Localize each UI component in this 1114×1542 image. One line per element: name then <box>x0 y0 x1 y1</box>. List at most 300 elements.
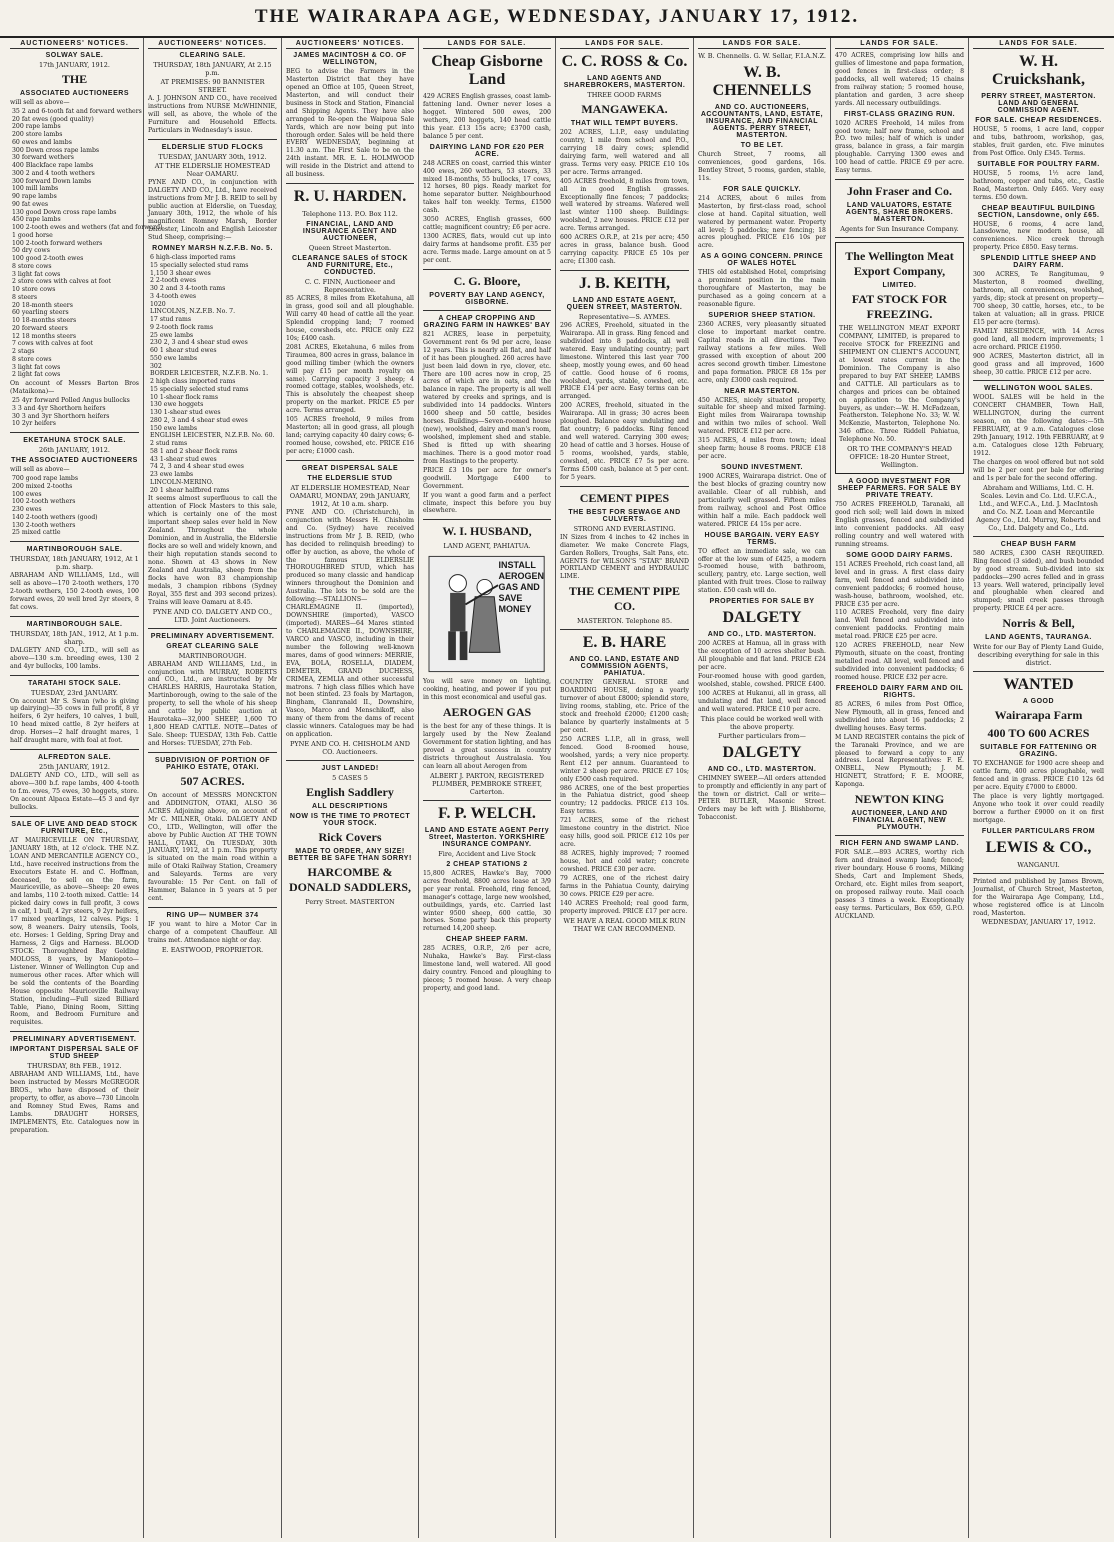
stock-list-item: 1020 <box>150 300 166 308</box>
ad-body-text: 250 ACRES L.I.P., all in grass, well fenced. Good 8-roomed house, woolshed, yards; a very nice property. Rent £12 per annum. Guaranteed to winter 2 sheep per acre. PRICE £7 10s; only £500 cash required. <box>560 735 689 783</box>
stock-list-item: 25 mixed cattle <box>12 529 61 537</box>
aerogen-illustration <box>429 554 544 674</box>
ad-body-text: HOUSE, 6 rooms, 4 acre land, Lansdowne, new modern house, all conveniences. Nice creek through property. Price £850. Easy terms. <box>973 220 1104 252</box>
stock-list-item: 30 2 and 3 4-tooth rams <box>150 285 226 293</box>
divider <box>973 380 1104 381</box>
ad-heading: THE BEST FOR SEWAGE AND CULVERTS. <box>568 508 681 523</box>
stock-list-item: 130 1-shear stud ewes <box>150 409 221 417</box>
stock-list <box>148 254 277 494</box>
ad-body-text: AT MAURICEVILLE ON THURSDAY, JANUARY 18th, at 12 o'clock. THE N.Z. LOAN AND MERCANTILE AGENCY CO., Ltd., have received instructions from the Executors Estate H. and C. Hoffman, deceased, to sell on the farm, Mauriceville, as above—Sheep: 20 ewes and lambs, 110 2-tooth mixed. Cattle: 14 picked dairy cows in full profit, 3 cows in calf, 1 bull, 4 2yr steers, 9 2yr heifers, 17 mixed yearlings, 12 calves. Pigs: 1 sow, 8 weaners. Dairy utensils, Tools, etc. Horses: 1 Gelding, Spring Dray and Harness, 2 Gigs and Harness. BLOOD STOCK: Thoroughbred Bay Gelding MOLOSS, 8 years, by Maniopoto—Listener. Winner of Wellington Cup and numerous other races. After which will be sold the contents of the Boarding House opposite Mauriceville Railway Station, including—Full sized Billiard Table, Piano, Dining Room, Sitting Room, and Bedroom Furniture and requisites. <box>10 836 139 1027</box>
stock-list-item: 50 dry cows <box>12 247 50 255</box>
stock-list-item: 700 good rape lambs <box>12 475 79 482</box>
stock-list-item: LINCOLN-MERINO. <box>150 478 214 486</box>
stock-list-item: 1,150 3 shear ewes <box>150 269 211 277</box>
ad-body-text: 88 ACRES, highly improved; 7 roomed house, hot and cold water; concrete cowshed. PRICE £30 per acre. <box>560 850 689 873</box>
ad-heading: ALFREDTON SALE. <box>37 754 112 762</box>
ad-subheading: Further particulars from— <box>718 731 806 740</box>
ad-heading: ELDERSLIE STUD FLOCKS <box>161 143 264 151</box>
ad-body-text: 214 ACRES, about 6 miles from Masterton, by first-class road, school close at hand. Capital situation, well watered by permanent water. Property all level; 5 paddocks; new fencing; 18 acres ploughed. PRICE £16 10s per acre. <box>698 194 826 250</box>
ad-body-text: 405 ACRES freehold, 8 miles from town, all in good English grasses. Exceptionally fine fences; 7 paddocks; well watered by streams. Watered well last winter 1100 sheep. Buildings: woolshed, 2 new houses. PRICE £12 per acre. Terms arranged. <box>560 177 689 233</box>
ad-body-text: On account Mr S. Swan (who is giving up dairying)—35 cows in full profit, 8 yr heifers, 6 2yr heifers, 10 calves, 1 bull, 10 head mixed cattle, 8 2yr heifers at drop. Horses—2 half draught mares, 1 half draught mare, with foal at foot. <box>10 697 139 745</box>
divider <box>10 616 139 617</box>
ad-body-text: PYNE AND CO., in conjunction with DALGETY AND CO., Ltd., have received instructions from Mr J. B. REID to sell by public auction at Elderslie, on Tuesday, January 30th, 1912, the whole of his magnificent Romney Marsh, Border Leicester, Lincoln and English Leicester Stud Sheep, comprising:— <box>148 178 277 242</box>
ad-display-subtitle: 400 TO 600 ACRES <box>987 726 1090 741</box>
ad-display-subtitle: C. G. Bloore, <box>453 273 521 288</box>
ad-heading: JUST LANDED! <box>321 765 379 773</box>
ad-body-text: 200 ACRES, freehold, situated in the Wairarapa. All in grass; 30 acres been ploughed. Balance easy undulating and flat country; 6 paddocks. Ring fenced and well watered. Carrying 300 ewes; 20 head of cattle and 3 horses. House of 5 rooms, woolshed, yards, stable, cowshed, etc. PRICE £7 5s per acre. Terms £500 cash, balance at 5 per cent. for 5 years. <box>560 402 689 481</box>
divider <box>973 671 1104 672</box>
ad-heading: RING UP— NUMBER 374 <box>166 912 259 919</box>
column-header: AUCTIONEERS' NOTICES. <box>10 40 139 49</box>
stock-list-item: 100 2-tooth ewes and wethers (fat and forward) <box>12 224 163 232</box>
ad-body-text: 15,800 ACRES, Hawke's Bay, 7000 acres freehold, 8800 acres lease at 3/9 per year rental. Freehold, ring fenced, manager's cottage, large new woolshed, outbuildings, yards, etc. Carried last winter 9500 sheep, 600 cattle, 30 horses. Some party back this property returned 14,200 sheep. <box>423 869 551 933</box>
ad-heading: NOW IS THE TIME TO PROTECT YOUR STOCK. <box>289 813 411 828</box>
stock-list-item: 200 store lambs <box>12 131 63 139</box>
ad-body-text: ABRAHAM AND WILLIAMS, Ltd., have been instructed by Messrs McGREGOR BROS., who have disposed of their property, to offer, as above—730 Lincoln and Romney Stud Ewes, Rams and Lambs. DRAUGHT HORSES, IMPLEMENTS, Etc. Catalogues now in preparation. <box>10 1071 139 1134</box>
column-header: AUCTIONEERS' NOTICES. <box>286 40 414 49</box>
ad-heading: SOLWAY SALE. <box>45 52 104 59</box>
ad-subheading: E. EASTWOOD, PROPRIETOR. <box>161 945 264 954</box>
ad-body-text: THIS old established Hotel, comprising a prominent position in the main thoroughfare of Masterton, may be purchased as a going concern at a reasonable figure. <box>698 269 826 309</box>
stock-list-item: 35 2 and 6-tooth fat and forward wethers <box>12 107 142 115</box>
divider <box>10 541 139 542</box>
ad-heading: RICH FERN AND SWAMP LAND. <box>839 840 960 848</box>
ad-body-text: 3050 ACRES, English grasses, 600 cattle; magnificent country; £6 per acre. <box>423 216 551 232</box>
column-header: LANDS FOR SALE. <box>973 40 1104 49</box>
ad-heading: PERRY STREET, MASTERTON. LAND AND GENERAL COMMISSION AGENT. <box>981 93 1096 114</box>
ad-body-text: will sell as above— <box>10 99 70 106</box>
stock-list-item: 7 cows with calves at foot <box>12 340 94 348</box>
ad-heading: DAIRYING LAND FOR £20 PER ACRE. <box>429 143 545 158</box>
divider <box>10 675 139 676</box>
ad-display-title: DALGETY <box>722 609 802 627</box>
ad-body-text: 315 ACRES, 4 miles from town; ideal sheep farm; house 8 rooms. PRICE £18 per acre. <box>698 437 826 461</box>
ad-heading: SUBDIVISION OF PORTION OF PAHIKO ESTATE, OTAKI. <box>154 756 271 771</box>
stock-list-item: 23 ewe lambs <box>150 471 194 479</box>
ad-heading: ASSOCIATED AUCTIONEERS <box>19 90 129 97</box>
ad-body-text: CHIMNEY SWEEP.—All orders attended to promptly and efficiently in any part of the town or district. Call or write— PETER BUTLER, Masonic Street. Orders may be left with J. Blishborne, Tobacconist. <box>698 774 826 822</box>
ad-heading: SUPERIOR SHEEP STATION. <box>708 312 816 319</box>
ad-subheading: 5 CASES 5 <box>332 774 368 783</box>
ad-heading: FINANCIAL, LAND AND INSURANCE AGENT AND AUCTIONEER, <box>302 221 398 243</box>
stock-list-item: 15 specially selected stud rams <box>150 385 249 393</box>
ad-body-text: 248 ACRES on coast, carried this winter 400 ewes, 260 wethers, 53 steers, 33 mixed 18-months, 55 bullocks, 17 cows, 12 horses, 80 pigs. Ready market for home separator butter. Neighbourhood takes half ton weekly. Terms, £1500 cash. <box>423 159 551 215</box>
ad-heading: LAND AGENTS, TAURANGA. <box>985 634 1092 642</box>
stock-list-item: LINCOLNS, N.Z.F.B. No. 7. <box>150 308 236 316</box>
ad-body-text: DALGETY AND CO., LTD., will sell as above—300 b.f. rape lambs, 400 4-tooth to f.m. ewes, 75 ewes, 30 hoggets, store. On account Alpaca Estate—45 3 and 4yr bullocks. <box>10 772 139 811</box>
stock-list-item: 20 fat ewes (good quality) <box>12 115 94 123</box>
stock-list-item: 6 high-class imported rams <box>150 254 236 262</box>
ad-display-title: E. B. HARE <box>582 634 667 652</box>
ad-subheading: AT PREMISES: 90 BANNISTER STREET. <box>160 78 265 94</box>
stock-list-item: 230 2, 3 and 4 shear stud ewes <box>150 339 248 347</box>
ad-subheading: WEDNESDAY, JANUARY 17, 1912. <box>981 918 1096 927</box>
stock-list-item: 450 rape lambs <box>12 216 61 224</box>
ad-body-text: 105 ACRES freehold, 9 miles from Masterton; all in good grass, all plough land; carrying capacity 40 dairy cows; 6-roomed house, cowshed, etc. PRICE £16 per acre; £1000 cash. <box>286 416 414 455</box>
ad-body-text: ABRAHAM AND WILLIAMS, Ltd., will sell as above—170 2-tooth wethers, 170 2-tooth wethers, 150 2-tooth ewes, 100 forward ewes, 20 well bred 2yr steers, 8 fat cows. <box>10 572 139 611</box>
divider <box>10 1031 139 1032</box>
ad-heading: CHEAP BUSH FARM <box>1000 540 1077 548</box>
stock-list-item: 17 stud rams <box>150 316 192 324</box>
column-7 <box>831 38 969 1538</box>
ad-heading: LAND AGENTS AND SHAREBROKERS, MASTERTON. <box>563 75 686 89</box>
stock-list-item: 2 stud rams <box>150 440 188 448</box>
ad-subheading: OR TO THE COMPANY'S HEAD OFFICE: 18-20 Hunter Street, Wellington. <box>847 445 952 470</box>
ad-heading: PRELIMINARY ADVERTISEMENT. <box>12 1036 137 1044</box>
ad-body-text: Printed and published by James Brown, Journalist, of Church Street, Masterton, for the Wairarapa Age Company, Ltd., whose registered office is at Lincoln road, Masterton. <box>973 877 1104 917</box>
ad-subheading: Abraham and Williams, Ltd. C. H. Scales. Levin and Co. Ltd. U.F.C.A., Ltd., and W.F.C.A., Ltd. J. MacIntosh and Co. N.Z. Loan and Mercantile Agency Co., Ltd. Murray, Roberts and Co., Ltd. Dalgety and Co., Ltd. <box>976 483 1101 532</box>
ad-display-subtitle: CEMENT PIPES <box>579 490 670 505</box>
ad-heading: CHEAP SHEEP FARM. <box>445 936 529 944</box>
ad-heading: LIMITED. <box>882 282 917 290</box>
ad-heading: CLEARING SALE. <box>179 52 246 59</box>
stock-list-item: 2 stags <box>12 348 35 356</box>
ad-display-title: LEWIS & CO., <box>985 838 1092 856</box>
ad-display-subtitle: THE <box>61 72 88 86</box>
ad-display-title: W. H. Cruickshank, <box>992 53 1085 88</box>
divider <box>973 873 1104 874</box>
divider <box>835 237 964 238</box>
ad-display-title: W. B. CHENNELLS <box>712 64 812 99</box>
ad-body-text: is the best for any of these things. It is largely used by the New Zealand Government for station lighting, and has proved a great success in country districts throughout Australasia. You can learn all about Aerogen from <box>423 723 551 770</box>
ad-body-text: 450 ACRES, nicely situated property, suitable for sheep and mixed farming. Eight miles from Wairarapa township and within two miles of school. Well watered. PRICE £12 per acre. <box>698 396 826 436</box>
ad-subheading: LAND AGENT, PAHIATUA. <box>443 542 531 551</box>
ad-heading: SPLENDID LITTLE SHEEP AND DAIRY FARM. <box>980 255 1097 270</box>
stock-list-item: 550 ewe lambs <box>150 354 198 362</box>
stock-list-item: 3 light fat cows <box>12 363 61 371</box>
stock-list-item: 302 <box>150 362 162 370</box>
stock-list-item: 200 rape lambs <box>12 123 61 131</box>
ad-subheading: PYNE AND CO. H. CHISHOLM AND CO. Auctioneers. <box>290 740 410 757</box>
ad-subheading: AT ELDERSLIE HOMESTEAD, Near OAMARU, MONDAY, 29th JANUARY, 1912, At 10 a.m. sharp. <box>289 483 411 508</box>
ad-heading: AND CO., LTD. MASTERTON. <box>707 631 817 639</box>
ad-display-subtitle: W. I. HUSBAND, <box>442 524 532 539</box>
ad-heading: LAND VALUATORS, ESTATE AGENTS, SHARE BROKERS. MASTERTON. <box>845 202 954 224</box>
ad-body-text: 110 ACRES Freehold, very fine dairy land. Well fenced and subdivided into convenient paddocks. Fronting main metal road. PRICE £25 per acre. <box>835 609 964 641</box>
ad-heading: CHEAP BEAUTIFUL BUILDING SECTION, Lansdowne, only £65. <box>977 204 1100 219</box>
ad-body-text: 821 ACRES, lease in perpetuity, Government rent 6s 9d per acre, lease 12 years. This is nearly all flat, and half of it has been ploughed. 260 acres have just been laid down in rye, clover, etc. There are 100 acres now in crop, 25 acres of which are in oats, and the balance in rape. The property is all well watered by creeks and springs, and is subdivided into 14 paddocks. Winters 1600 sheep and 50 cattle, besides horses. Buildings—Seven-roomed house (new), woolshed, dairy and man's room, woolshed, implement shed and stable. Shed is fitted up with shearing machines. There is a good motor road from Hastings to the property. <box>423 330 551 465</box>
stock-list-item: 10 2yr heifers <box>12 420 56 428</box>
stock-list-item: 15 specially selected stud rams <box>150 261 249 269</box>
stock-list-item: 100 mill lambs <box>12 185 59 193</box>
columns-container <box>6 38 1108 1538</box>
ad-display-subtitle: English Saddlery <box>306 785 394 800</box>
ad-body-text: 900 ACRES, Masterton district, all in good grass and all improved, 1600 sheep, 30 cattle. PRICE £12 per acre. <box>973 352 1104 376</box>
ad-display-title: F. P. WELCH. <box>438 804 536 822</box>
ad-heading: THE ELDERSLIE STUD <box>307 474 393 482</box>
ad-heading: A CHEAP CROPPING AND GRAZING FARM IN HAWKES' BAY <box>423 314 551 329</box>
ad-heading: ALL DESCRIPTIONS <box>312 803 388 811</box>
masthead <box>0 0 1114 38</box>
ad-display-subtitle: Rick Covers <box>318 830 382 845</box>
ad-body-text: 1020 ACRES Freehold, 14 miles from good town; half new frame, school and P.O. two miles; half of which is under grass, balance in grass, a fair margin ploughable. Carrying 1300 ewes and 100 head of cattle. PRICE £9 per acre. Easy terms. <box>835 119 964 175</box>
ad-body-text: 470 ACRES, comprising low hills and gullies of limestone and papa formation, good fences in first-class order; 8 paddocks, all well watered; 15 chains from railway station; 5 roomed house, plantation and garden, 3 acre sheep yards. All necessary outbuildings. <box>835 52 964 107</box>
stock-list-item: 58 1 and 2 shear flock rams <box>150 447 238 455</box>
ad-heading: SOUND INVESTMENT. <box>720 464 803 471</box>
stock-list-item: 100 ewes <box>12 490 42 498</box>
ad-body-text: HOUSE, 5 rooms, 1 acre land, copper and tubs, bathroom, workshop, gas, stables, fruit garden, etc. Five minutes from Post Office. Only £345. Terms. <box>973 126 1104 157</box>
ad-body-text: will sell as above— <box>10 466 70 474</box>
ad-subheading: ALBERT J. PARTON, REGISTERED PLUMBER, PEMBROKE STREET, Carterton. <box>429 771 545 796</box>
stock-list-item: 3 4-tooth ewes <box>150 292 197 300</box>
ad-display-subtitle: Wairarapa Farm <box>994 708 1083 723</box>
ad-subheading: W. B. Chennells. G. W. Sellar, F.I.A.N.Z. <box>698 52 826 60</box>
stock-list-item: 1 good horse <box>12 231 53 239</box>
stock-list-item: 20 forward steers <box>12 324 68 332</box>
stock-list-item: 20 1 shear halfbred rams <box>150 486 230 494</box>
ad-body-text: 429 ACRES English grasses, coast lamb-fattening land. Owner never loses a hogget. Wintered 500 ewes, 200 wethers, 200 hoggets, 140 head cattle this year. £13 15s acre; £3700 cash, balance 5 per cent. <box>423 93 551 140</box>
ad-subheading: 17th JANUARY, 1912. <box>39 61 110 69</box>
column-header: LANDS FOR SALE. <box>560 40 689 49</box>
ad-body-text: 2360 ACRES, very pleasantly situated close to important market centre. Capital roads in all directions. Two railway stations a few miles. Well grassed with exception of about 200 acres second growth timber. Limestone and papa formation. PRICE £8 15s per acre, only £3000 cash required. <box>698 321 826 384</box>
ad-body-text: M LAND REGISTER contains the pick of the Taranaki Province, and we are pleased to forward a copy to any address. Local Representatives: F. E. ONBELL, New Plymouth; J. M. HIGNETT, Stratford; F. E. MOORE, Kaponga. <box>835 733 964 789</box>
stock-list-item: 43 1-shear stud ewes <box>150 455 217 463</box>
ad-body-text: Church Street, 7 rooms, all conveniences, good gardens, 16s. Bentley Street, 5 rooms, garden, stable, 11s. <box>698 151 826 182</box>
divider <box>423 269 551 270</box>
column-header: LANDS FOR SALE. <box>698 40 826 49</box>
ad-heading: POVERTY BAY LAND AGENCY, GISBORNE. <box>429 291 545 306</box>
column-2 <box>144 38 282 1538</box>
stock-list-item: 130 ewe hoggets <box>150 401 204 409</box>
divider <box>10 816 139 817</box>
divider <box>973 536 1104 537</box>
divider <box>148 628 277 629</box>
divider <box>423 519 551 520</box>
column-8 <box>969 38 1108 1538</box>
stock-list-item: 150 ewe lambs <box>150 424 198 432</box>
ad-body-text: 721 ACRES, some of the richest limestone country in the district. Nice easy hills, good soil. PRICE £12 10s per acre. <box>560 817 689 849</box>
ad-body-text: It seems almost superfluous to call the attention of Flock Masters to this sale, which is certainly one of the most important sheep sales ever held in New Zealand. Throughout the whole Dominion, and in Australia, the Elderslie flocks are so well and widely known, and their high reputation stands second to none. Shown at 43 shows in New Zealand and Australia, sheep from the flocks have won 83 championship medals, 3 champion ribbons (Sydney Royal, 355 first and 393 second prizes). Trains will leave Oamaru at 8.45. <box>148 495 277 606</box>
ad-heading: EKETAHUNA STOCK SALE. <box>23 437 126 445</box>
ad-heading: ROMNEY MARSH N.Z.F.B. No. 5. <box>152 245 273 253</box>
stock-list-item: 9 2-tooth flock rams <box>150 323 214 331</box>
column-3 <box>282 38 419 1538</box>
stock-list-item: 8 steers <box>12 293 38 301</box>
ad-subheading: THREE GOOD FARMS <box>587 91 662 99</box>
ad-display-title: R. U. HARDEN. <box>293 188 407 206</box>
ad-body-text: 580 ACRES, £300 CASH REQUIRED. Ring fenced (3 sided), and bush bounded by good stream. Sub-divided into six paddocks—290 acres felled and in grass 13 years. Well watered, principally level and ploughable when cleared and stumped; small creek passes through property. PRICE £4 per acre. <box>973 549 1104 613</box>
stock-list-item: 230 ewes <box>12 506 42 513</box>
ad-subheading: STRONG AND EVERLASTING. <box>573 524 676 533</box>
aerogen-caption: INSTALL AEROGEN GAS AND SAVE MONEY <box>498 560 545 614</box>
stock-list-item: 100 2-tooth wethers <box>12 498 76 506</box>
divider <box>560 270 689 271</box>
stock-list-item: 60 1 shear stud ewes <box>150 347 217 355</box>
stock-list-item: 90 fat ewes <box>12 200 49 208</box>
ad-body-text: Four-roomed house with good garden, woolshed, stable, cowshed. PRICE £400. <box>698 672 826 688</box>
ad-body-text: On account of MESSRS MONCKTON and ADDINGTON, OTAKI, ALSO 36 ACRES Adjoining above, on account of Mr C. MILNER, Otaki. DALGETY AND CO., LTD., Wellington, will offer the above by Public Auction AT THE TOWN HALL, OTAKI, On TUESDAY, 30th JANUARY, 1912, at 1 p.m. This property is situated on the main road within a mile of Otaki Railway Station, Creamery and Saleyards. Terms are very favourable: 15 Per Cent. on fall of Hammer, Balance in 5 years at 5 per cent. <box>148 791 277 903</box>
ad-heading: AND CO. LAND, ESTATE AND COMMISSION AGENTS, PAHIATUA. <box>569 656 680 678</box>
ad-subheading: Perry Street. MASTERTON <box>305 898 395 907</box>
column-5 <box>556 38 694 1538</box>
ad-body-text: WOOL SALES will be held in the CONCERT CHAMBER, Town Hall, WELLINGTON, during the current season, on the following dates:—5th FEBRUARY, at 9 a.m. Catalogues close 29th January, 1912. 19th FEBRUARY, at 9 a.m. Catalogues close 12th February, 1912. <box>973 394 1104 457</box>
stock-list-item: 100 2-tooth forward wethers <box>12 239 103 247</box>
ad-body-text: 1900 ACRES, Wairarapa district. One of the best blocks of grazing country now available. Clear of all rubbish, and particularly well grassed. Fifteen miles from railway, school and Post Office within half a mile. Each paddock well watered. PRICE £4 15s per acre. <box>698 473 826 528</box>
ad-display-subtitle: The Wellington Meat Export Company, <box>845 249 954 279</box>
stock-list-item: 8 store cows <box>12 262 52 270</box>
divider <box>835 179 964 180</box>
ad-display-title: J. B. KEITH, <box>578 274 671 292</box>
ad-body-text: FOR SALE.—893 ACRES, worthy rich fern and drained swamp land; fenced; river boundary. House 6 rooms, Milking Sheds, Cart and Implement Sheds, Orchard, etc. Eight miles from seaport, on proposed railway route. Mail coach passes 3 times a week. Exceptionally easy terms. Particulars, Box 659, G.P.O. AUCKLAND. <box>835 849 964 920</box>
ad-display-subtitle: AEROGEN GAS <box>442 705 532 720</box>
ad-heading: AS A GOING CONCERN. PRINCE OF WALES HOTEL <box>700 253 824 268</box>
ad-heading: FREEHOLD DAIRY FARM AND OIL RIGHTS. <box>835 684 964 699</box>
ad-heading: GREAT DISPERSAL SALE <box>301 464 399 472</box>
ad-heading: AUCTIONEER, LAND AND FINANCIAL AGENT, NEW PLYMOUTH. <box>851 810 948 832</box>
ad-subheading: Queen Street Masterton. <box>308 244 392 253</box>
stock-list-item: 74 2, 3 and 4 shear stud ewes <box>150 463 244 471</box>
stock-list-item: 140 2-tooth wethers (good) <box>12 513 98 521</box>
ad-heading: SUITABLE FOR FATTENING OR GRAZING. <box>979 744 1098 759</box>
newspaper-title: THE WAIRARAPA AGE, WEDNESDAY, JANUARY 17, 1912. <box>254 6 860 27</box>
ad-subheading: Write for our Bay of Plenty Land Guide, describing everything for sale in this district. <box>973 643 1104 668</box>
ad-body-text: You will save money on lighting, cooking, heating, and power if you put in this most economical and useful gas. <box>423 678 551 702</box>
ad-heading: HOUSE BARGAIN. VERY EASY TERMS. <box>704 531 820 546</box>
ad-heading: A GOOD INVESTMENT FOR SHEEP FARMERS. FOR SALE BY PRIVATE TREATY. <box>837 478 962 500</box>
ad-heading: SOME GOOD DAIRY FARMS. <box>846 551 953 559</box>
stock-list-item: 2 2-tooth ewes <box>150 277 197 285</box>
ad-display-subtitle: MANGAWEKA. <box>581 102 668 116</box>
stock-list-item: 20 18-month steers <box>12 301 73 309</box>
divider <box>286 183 414 184</box>
divider <box>560 486 689 487</box>
ad-heading: WELLINGTON WOOL SALES. <box>984 385 1093 393</box>
ad-body-text: IN Sizes from 4 inches to 42 inches in diameter. We make Concrete Flags, Garden Rollers, Troughs, Salt Pans, etc. AGENTS for WILSON'S "STAR" BRAND PORTLAND CEMENT and HYDRAULIC LIME. <box>560 533 689 581</box>
ad-heading: MARTINBOROUGH SALE. <box>26 546 123 553</box>
divider <box>10 432 139 433</box>
stock-list-item: 400 Blackface rape lambs <box>12 162 94 170</box>
stock-list-item: 25 4yr forward Polled Angus bullocks <box>12 397 130 405</box>
ad-display-subtitle: FAT STOCK FOR FREEZING. <box>851 292 948 322</box>
ad-body-text: 1300 ACRES, flats, would cut up into dairy farms at handsome profit. £35 per acre. Terms made. Large amount on at 5 per cent. <box>423 233 551 264</box>
ad-subheading: THURSDAY, 8th FEB., 1912. <box>27 1062 122 1071</box>
ad-subheading: This place could be worked well with the above property. <box>700 714 824 731</box>
ad-heading: LAND AND ESTATE AGENT Perry Street, Masterton. YORKSHIRE INSURANCE COMPANY. <box>424 826 550 848</box>
ad-heading: NEAR MASTERTON. <box>724 387 800 395</box>
ad-subheading: AT THE ELDERSLIE HOMESTEAD Near OAMARU. <box>154 161 271 178</box>
ad-body-text: PRICE £3 10s per acre for owner's goodwill. Mortgage £400 to Government. <box>423 466 551 490</box>
divider <box>148 752 277 753</box>
ad-subheading: Representative—S. AYMES. <box>578 312 671 321</box>
stock-list-item: 25 ewe lambs <box>150 331 194 339</box>
ad-body-text: ABRAHAM AND WILLIAMS, Ltd., in conjunction with MURRAY, ROBERTS and CO., Ltd., are instructed by Mr CHARLES HARRIS, Haurotaka Station, Martinborough, owing to the sale of the property, to sell the whole of his sheep and cattle by public auction at Haurotaka—32,000 SHEEP, 1,600 TO 1,800 HEAD CATTLE. NOTE—Dates of Sale. Sheep: TUESDAY, 13th Feb. Cattle and Horses: TUESDAY, 27th Feb. <box>148 660 277 747</box>
ad-display-title: DALGETY <box>722 743 802 761</box>
ad-display-title: Cheap Gisborne Land <box>431 53 543 88</box>
stock-list-item: 2 store cows with calves at foot <box>12 278 112 286</box>
ad-body-text: 151 ACRES Freehold, rich coast land, all level and in grass. A first class dairy farm, well fenced and subdivided into convenient paddocks; 6 roomed house, wash-house, bathroom, woolshed, etc. PRICE £35 per acre. <box>835 560 964 608</box>
ad-body-text: 100 ACRES at Hukanui, all in grass, all undulating and flat land, well fenced and well watered. PRICE £10 per acre. <box>698 689 826 713</box>
ad-body-text: 140 ACRES Freehold; real good farm, property improved. PRICE £17 per acre. <box>560 899 689 915</box>
ad-heading: THE ASSOCIATED AUCTIONEERS <box>11 457 138 465</box>
column-6 <box>694 38 831 1538</box>
ad-display-subtitle: Norris & Bell, <box>1002 616 1075 631</box>
ad-body-text: The place is very lightly mortgaged. Anyone who took it over could readily borrow a further £9000 on it on first mortgage. <box>973 793 1104 824</box>
stock-list-item: 90 rape lambs <box>12 193 57 201</box>
ad-body-text: 750 ACRES FREEHOLD, Taranaki, all good rich soil; well laid down in mixed English grasses, fenced and subdivided into convenient paddocks. All easy rolling country and well watered with running streams. <box>835 501 964 548</box>
stock-list-item: 100 good 2-tooth ewes <box>12 255 84 263</box>
stock-list-item: 30 forward wethers <box>12 154 74 162</box>
ad-subheading: 25th JANUARY, 1912. <box>39 763 110 772</box>
ad-display-title: C. C. ROSS & Co. <box>561 53 688 70</box>
ad-body-text: A. J. JOHNSON AND CO., have received instructions from NURSE McWHINNIE, will sell, as above, the whole of the Furniture and Household Effects. Particulars in Wednesday's issue. <box>148 95 277 134</box>
stock-list-item: 200 mixed 2-tooths <box>12 482 73 490</box>
ad-subheading: MARTINBOROUGH. <box>178 651 247 660</box>
stock-list-item: 130 2-tooth wethers <box>12 521 76 529</box>
stock-list-item: 10 store cows <box>12 286 56 294</box>
ad-display-subtitle: THE CEMENT PIPE CO. <box>568 584 681 614</box>
ad-body-text: On account of Messrs Barton Bros (Mataikona)— <box>10 380 139 396</box>
ad-body-text: 600 ACRES O.R.P., at 21s per acre; 450 acres in grass, balance bush. Good carrying capacity. PRICE £5 10s per acre; £1300 cash. <box>560 234 689 265</box>
ad-body-text: PYNE AND CO. (Christchurch), in conjunction with Messrs H. Chisholm and Co. (Sydney) have received instructions from Mr J. B. REID, (who has decided to relinquish breeding) to offer by auction, as above, the whole of the famous ELDERSLIE THOROUGHBRED STUD, which has produced so many classic and handicap winners throughout the Dominion and Australia. The lots to be sold are the following:—STALLIONS—CHARLEMAGNE II. (imported), DOWNSHIRE (imported), VASCO (imported). MARES—64 Mares stinted to CHARLEMAGNE II., DOWNSHIRE, VARCO and VASCO, including in their number the following well-known mares, dams of good winners: MERRIE, EVA, BOLA, ROSELLA, DIADEM, DEMETER, GRAND DUCHESS, CRIMEA, ZEMLIA and other successful matrons. 7 high class fillies which have not been stinted. 23 foals by Martagon, Bingham, Clanranald II., Downshire, Vasco, Marco and Menschikoff, also many of them from the dams of recent classic winners. Catalogues may be had on application. <box>286 508 414 739</box>
ad-heading: LAND AND ESTATE AGENT, QUEEN STREET, MASTERTON. <box>566 296 683 311</box>
ad-heading: THAT WILL TEMPT BUYERS. <box>570 120 679 127</box>
divider <box>286 760 414 761</box>
ad-heading: GREAT CLEARING SALE <box>166 642 259 650</box>
stock-list-item: ENGLISH LEICESTER, N.Z.F.B. No. 60. <box>150 432 275 440</box>
ad-body-text: TO EXCHANGE for 1900 acre sheep and cattle farm, 400 acres ploughable, well fenced and in grass. PRICE £10 12s 6d per acre. Equity £7000 to £8000. <box>973 760 1104 792</box>
stock-list-item: 2 light fat cows <box>12 371 61 379</box>
ad-heading: JAMES MACINTOSH & CO. OF WELLINGTON, <box>293 52 407 66</box>
divider <box>835 835 964 836</box>
stock-list-item: 12 18 months steers <box>12 332 76 340</box>
ad-heading: A GOOD <box>1022 698 1055 706</box>
ad-heading: FOR SALE QUICKLY. <box>723 185 801 193</box>
stock-list-item: 10 1-shear flock rams <box>150 393 219 401</box>
ad-subheading: THURSDAY, 18th JANUARY, At 2.15 p.m. <box>153 61 272 77</box>
stock-list-item: 130 good Down cross rape lambs <box>12 208 117 216</box>
divider <box>10 749 139 750</box>
ad-body-text: 296 ACRES, Freehold, situated in the Wairarapa. All in grass. Ring fenced and subdivided into 8 paddocks, all well watered. Easy undulating country; part limestone. Wintered this last year 700 sheep, mostly young ewes, and 60 head of cattle. Good house of 6 rooms, woolshed, yards, stable, cowshed, etc. PRICE £14 per acre. Easy terms can be arranged. <box>560 321 689 401</box>
ad-body-text: 300 ACRES, Te Rangitumau, 9 Masterton, 8 roomed dwelling, bathroom, all conveniences, woolshed, yards, dip; stock at present on property—700 sheep, 30 cattle, horses, etc., to be taken at valuation; all in grass. PRICE £15 per acre (terms). <box>973 271 1104 326</box>
ad-display-subtitle: HARCOMBE & DONALD SADDLERS, <box>288 865 412 895</box>
ad-body-text: 85 ACRES, 8 miles from Eketahuna, all in grass, good soil and all ploughable. Will carry 40 head of cattle all the year. Splendid cropping land; 7 roomed house, cowsheds, etc. PRICE only £22 10s; £400 cash. <box>286 295 414 342</box>
ad-body-text: DALGETY AND CO., LTD., will sell as above—130 s.m. breeding ewes, 130 2 and 4yr bullocks, 100 lambs. <box>10 646 139 670</box>
ad-body-text: TO effect an immediate sale, we can offer at the low sum of £425, a modern 5-roomed house, with bathroom, scullery, pantry, etc. Large section, well planted with fruit trees. Close to railway station. £50 cash will do. <box>698 547 826 595</box>
ad-heading: FOR SALE. CHEAP RESIDENCES. <box>975 117 1102 124</box>
stock-list-item: 60 ewes and lambs <box>12 138 72 146</box>
ad-body-text: 285 ACRES, O.R.P., 2/6 per acre, Nuhaka, Hawke's Bay. First-class limestone land, well watered. All good dairy country. Fenced and ploughing to pieces; 5 roomed house. A very cheap property, and good land. <box>423 945 551 992</box>
column-4 <box>419 38 556 1538</box>
divider <box>286 460 414 461</box>
stock-list <box>10 475 139 537</box>
ad-heading: PROPERTIES FOR SALE BY <box>709 598 815 606</box>
ad-display-subtitle: John Fraser and Co. <box>846 184 953 199</box>
ad-heading: SALE OF LIVE AND DEAD STOCK FURNITURE, Etc., <box>11 820 138 835</box>
ad-heading: AND CO., LTD. MASTERTON. <box>707 765 817 773</box>
ad-subheading: 26th JANUARY, 1912. <box>39 446 110 455</box>
ad-display-subtitle: NEWTON KING <box>854 792 945 807</box>
ad-subheading: WE HAVE A REAL GOOD MILK RUN THAT WE CAN RECOMMEND. <box>563 916 686 933</box>
divider <box>423 800 551 801</box>
ad-heading: IMPORTANT DISPERSAL SALE OF STUD SHEEP <box>10 1046 139 1061</box>
ad-body-text: IF you want to hire a Motor Car in charge of a competent Chauffeur. All trains met. Attendance night or day. <box>148 921 277 944</box>
ad-subheading: Agents for Sun Insurance Company. <box>840 225 959 234</box>
ad-heading: FULLER PARTICULARS FROM <box>981 827 1096 835</box>
ad-subheading: TUESDAY, 23rd JANUARY. <box>30 688 119 697</box>
divider <box>560 629 689 630</box>
stock-list-item: 30 3 and 3yr Shorthorn heifers <box>12 412 110 420</box>
ad-body-text: 79 ACRES, one of the richest dairy farms in the Pahiatua County, dairying 30 cows. PRICE £29 per acre. <box>560 874 689 898</box>
divider <box>423 310 551 311</box>
stock-list <box>10 397 139 428</box>
ad-display-title: WANTED <box>1003 676 1074 694</box>
stock-list-item: 280 2, 3 and 4 shear stud ewes <box>150 416 248 424</box>
ad-subheading: THURSDAY, 18th JANUARY, 1912, At 1 p.m. sharp. <box>10 555 139 571</box>
column-header: AUCTIONEERS' NOTICES. <box>148 40 277 49</box>
ad-subheading: THURSDAY, 18th JAN., 1912, At 1 p.m. sharp. <box>10 629 139 646</box>
ad-body-text: THE WELLINGTON MEAT EXPORT COMPANY, LIMITED, is prepared to receive STOCK for FREEZING and SHIPMENT ON CLIENT'S ACCOUNT, at lowest rates current in the Dominion. The Company is also prepared to buy FAT SHEEP, LAMBS and CATTLE. All particulars as to charges and prices can be obtained on application to the Company's buyers, as under:—W. H. McFadzean, Featherston. Telephone No. 33; W. W. McKenzie, Masterton, Telephone No. 346 office. Three Riddell Pahiatua, Telephone No. 50. <box>839 325 960 444</box>
ad-body-text: 202 ACRES, L.I.P., easy undulating country, 1 mile from school and P.O., carrying 18 dairy cows; splendid dairying farm, well watered and all grass. Terms very easy. PRICE £10 10s per acre. Terms arranged. <box>560 129 689 176</box>
